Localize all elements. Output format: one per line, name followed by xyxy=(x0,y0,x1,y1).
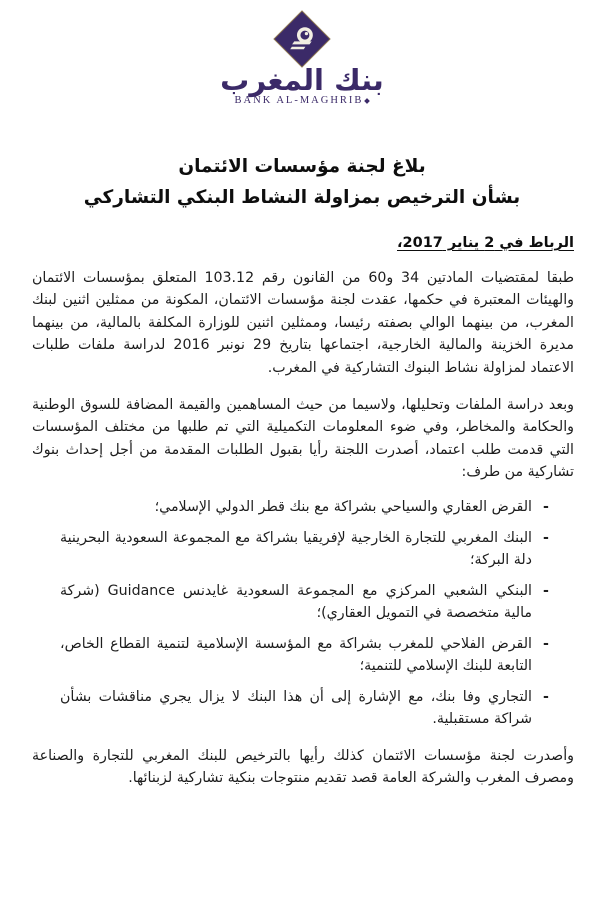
document-title-line2: بشأن الترخيص بمزاولة النشاط البنكي التشاركي xyxy=(83,187,521,208)
list-item xyxy=(60,686,560,730)
approved-banks-list xyxy=(60,496,560,730)
list-dash-marker: - xyxy=(543,582,549,599)
list-item-text: التجاري وفا بنك، مع الإشارة إلى أن هذا البنك لا يزال يجري مناقشات بشأن شراكة مستقبلية. xyxy=(60,688,532,727)
list-item xyxy=(60,633,560,677)
list-item-text: القرض الفلاحي للمغرب بشراكة مع المؤسسة الإسلامية لتنمية القطاع الخاص، التابعة للبنك الإسلامي للتنمية؛ xyxy=(60,635,532,674)
list-item-text: البنكي الشعبي المركزي مع المجموعة السعودية غايدنس Guidance (شركة مالية متخصصة في التمويل العقاري)؛ xyxy=(60,582,533,621)
paragraph-committee-opinion: وبعد دراسة الملفات وتحليلها، ولاسيما من حيث المساهمين والقيمة المضافة للسوق الوطنية والحكامة والمخاطر، وفي ضوء المعلومات التكميلية التي تم طلبها من مختلف المؤسسات التي قدمت طلب اعتماد، أصدرت اللجنة رأيا بقبول الطلبات المقدمة من أجل إحداث بنوك تشاركية من طرف: xyxy=(32,397,574,481)
list-item xyxy=(60,496,560,518)
list-item-text: البنك المغربي للتجارة الخارجية لإفريقيا بشراكة مع المجموعة السعودية البحرينية دلة البركة؛ xyxy=(60,529,532,568)
list-dash-marker: - xyxy=(543,498,549,515)
list-dash-marker: - xyxy=(543,688,549,705)
list-item xyxy=(60,527,560,571)
document-title xyxy=(0,151,604,213)
bank-name-arabic: بنك المغرب xyxy=(220,63,384,97)
list-dash-marker: - xyxy=(543,635,549,652)
bank-diamond-emblem-icon xyxy=(273,10,331,68)
paragraph-additional-authorizations: وأصدرت لجنة مؤسسات الائتمان كذلك رأيها بالترخيص للبنك المغربي للتجارة والصناعة ومصرف المغرب والشركة العامة قصد تقديم منتوجات بنكية تشاركية لزبنائها. xyxy=(32,747,574,787)
dateline: الرباط في 2 يناير 2017، xyxy=(397,235,574,251)
list-dash-marker: - xyxy=(543,529,549,546)
bank-al-maghrib-logo xyxy=(0,0,604,107)
list-item-text: القرض العقاري والسياحي بشراكة مع بنك قطر الدولي الإسلامي؛ xyxy=(154,498,532,515)
document-title-line1: بلاغ لجنة مؤسسات الائتمان xyxy=(178,156,426,177)
bank-name-latin: BANK AL-MAGHRIB xyxy=(0,94,604,107)
list-item xyxy=(60,580,560,624)
logo-diamond-dot xyxy=(365,98,371,104)
paragraph-legal-basis: طبقا لمقتضيات المادتين 34 و60 من القانون رقم 103.12 المتعلق بمؤسسات الائتمان والهيئات المعتبرة في حكمها، عقدت لجنة مؤسسات الائتمان، المكونة من ممثلين اثنين لبنك المغرب، من بينهما الوالي بصفته رئيسا، وممثلين اثنين للوزارة المكلفة بالمالية، من بينهما مديرة الخزينة والمالية الخارجية، اجتماعها بتاريخ 29 نونبر 2016 لدراسة ملفات طلبات الاعتماد لمزاولة نشاط البنوك التشاركية في المغرب. xyxy=(32,270,575,376)
